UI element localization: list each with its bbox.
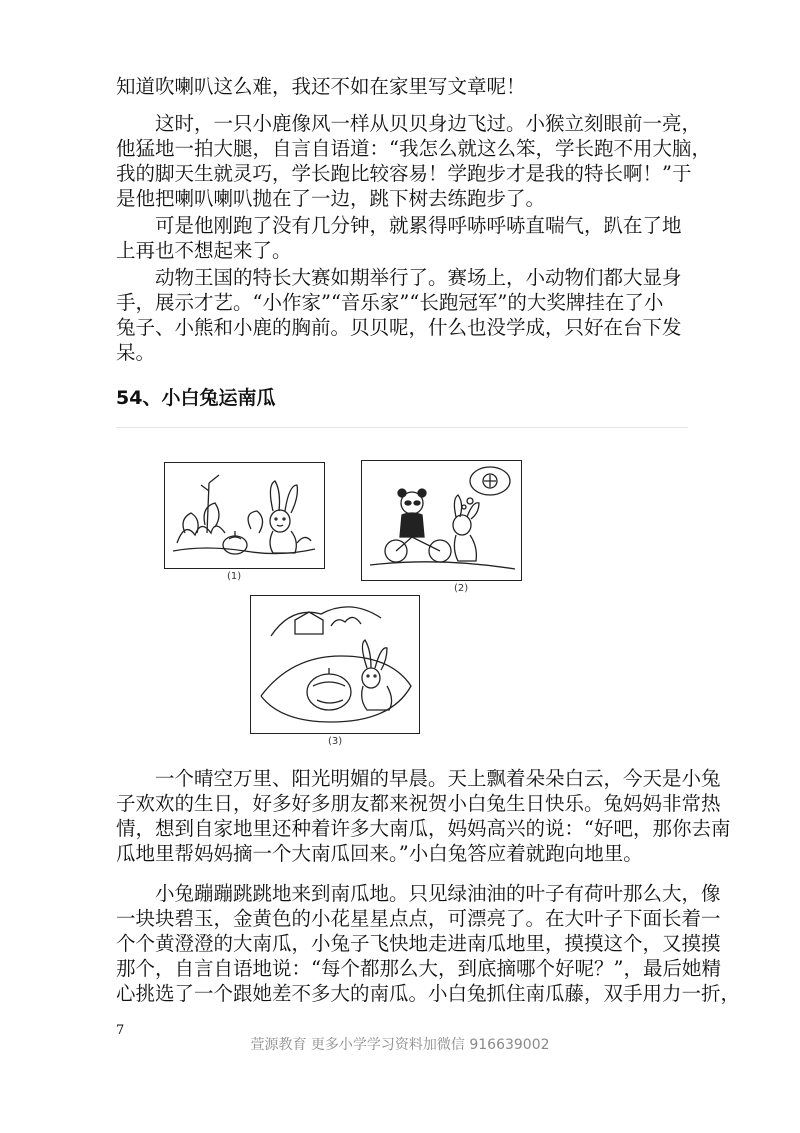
text-line: 小兔蹦蹦跳跳地来到南瓜地。只见绿油油的叶子有荷叶那么大，像	[116, 882, 721, 905]
text-line: 我的脚天生就灵巧，学长跑比较容易！学跑步才是我的特长啊！”于	[116, 162, 692, 185]
text-line: 上再也不想起来了。	[116, 239, 292, 262]
text-line: 情，想到自家地里还种着许多大南瓜，妈妈高兴的说：“好吧，那你去南	[116, 817, 731, 840]
panda-bicycle-drawing	[362, 461, 521, 580]
figure-caption: (3)	[328, 736, 343, 747]
rolling-pumpkin-drawing	[251, 596, 419, 733]
text-line: 知道吹喇叭这么难，我还不如在家里写文章呢！	[116, 75, 526, 98]
text-line: 心挑选了一个跟她差不多大的南瓜。小白兔抓住南瓜藤，双手用力一折，	[116, 982, 741, 1005]
text-line: 是他把喇叭喇叭抛在了一边，跳下树去练跑步了。	[116, 187, 546, 210]
illustration-2	[361, 460, 522, 594]
section-heading: 54、小白兔运南瓜	[116, 387, 276, 409]
text-line: 那个，自言自语地说：“每个都那么大，到底摘哪个好呢？”，最后她精	[116, 957, 721, 980]
text-line: 可是他刚跑了没有几分钟，就累得呼哧呼哧直喘气，趴在了地	[116, 214, 682, 237]
text-line: 呆。	[116, 341, 156, 364]
text-line: 一个晴空万里、阳光明媚的早晨。天上飘着朵朵白云，今天是小兔	[116, 767, 721, 790]
paragraph-2	[116, 111, 711, 211]
text-line: 手，展示才艺。“小作家”“音乐家”“长跑冠军”的大奖牌挂在了小	[116, 291, 664, 314]
page-number: 7	[116, 1023, 125, 1038]
text-line: 子欢欢的生日，好多好多朋友都来祝贺小白兔生日快乐。兔妈妈非常热	[116, 792, 721, 815]
text-line: 瓜地里帮妈妈摘一个大南瓜回来。”小白兔答应着就跑向地里。	[116, 842, 643, 865]
text-line: 兔子、小熊和小鹿的胸前。贝贝呢，什么也没学成，只好在台下发	[116, 316, 682, 339]
paragraph-4	[116, 265, 688, 365]
paragraph-1	[116, 74, 688, 99]
paragraph-5	[116, 766, 731, 866]
text-line: 一块块碧玉，金黄色的小花星星点点，可漂亮了。在大叶子下面长着一	[116, 907, 721, 930]
illustration-3	[250, 595, 420, 747]
divider	[116, 427, 688, 428]
text-line: 这时，一只小鹿像风一样从贝贝身边飞过。小猴立刻眼前一亮，	[116, 112, 702, 135]
text-line: 他猛地一拍大腿，自言自语道：“我怎么就这么笨，学长跑不用大脑，	[116, 137, 711, 160]
footer-text: 萱源教育 更多小学学习资料加微信 916639002	[250, 1037, 550, 1053]
pumpkin-patch-drawing	[165, 463, 324, 568]
text-line: 动物王国的特长大赛如期举行了。赛场上，小动物们都大显身	[116, 266, 682, 289]
figure-caption: (2)	[454, 583, 469, 594]
illustration-1	[164, 462, 325, 582]
text-line: 个个黄澄澄的大南瓜，小兔子飞快地走进南瓜地里，摸摸这个，又摸摸	[116, 932, 721, 955]
paragraph-6	[116, 881, 741, 1006]
figure-caption: (1)	[227, 571, 242, 582]
paragraph-3	[116, 213, 688, 263]
